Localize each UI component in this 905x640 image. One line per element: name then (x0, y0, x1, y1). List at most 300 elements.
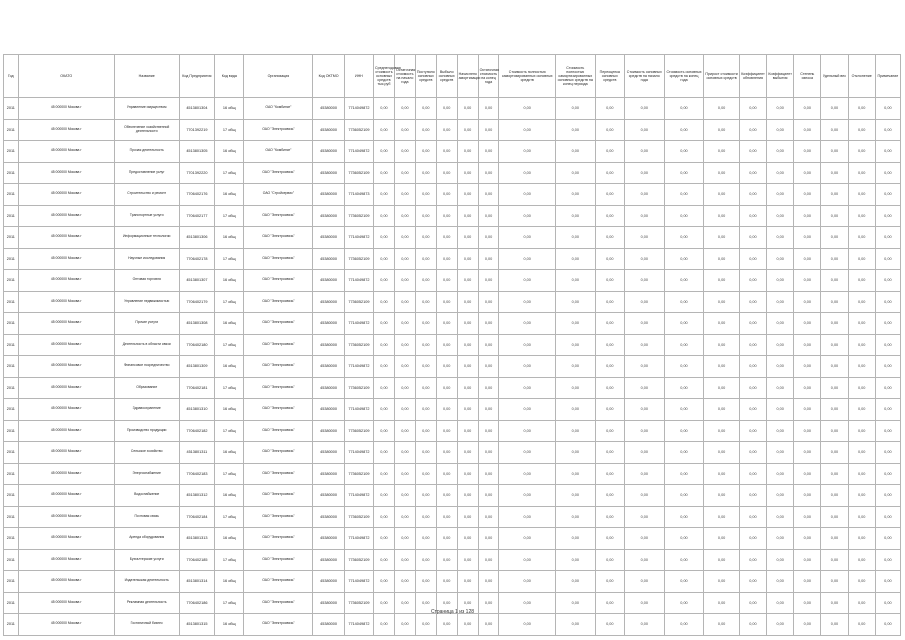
table-row (4, 227, 901, 249)
table-row (4, 119, 901, 141)
cell-value: 0,00 (848, 463, 875, 485)
cell-value: 0,00 (875, 420, 900, 442)
cell-value: 0,00 (704, 119, 740, 141)
cell-value: 0,00 (739, 571, 766, 593)
cell-value: 0,00 (415, 162, 436, 184)
column-header: Организация (244, 55, 313, 98)
column-header: Прирост стоимости основных средств (704, 55, 740, 98)
cell-value: 0,00 (499, 549, 555, 571)
cell-code: 7701392220 (179, 162, 215, 184)
cell-value: 0,00 (457, 227, 478, 249)
cell-name: Гостиничный бизнес (114, 614, 179, 636)
cell-oktmo: 45380000 (313, 313, 344, 335)
cell-value: 0,00 (704, 442, 740, 464)
cell-value: 0,00 (394, 592, 415, 614)
cell-value: 0,00 (478, 248, 499, 270)
cell-value: 0,00 (374, 399, 395, 421)
cell-value: 0,00 (624, 313, 664, 335)
table-header-row (4, 55, 901, 98)
cell-value: 0,00 (499, 227, 555, 249)
column-header: Начислено амортизации (457, 55, 478, 98)
cell-value: 0,00 (821, 549, 848, 571)
cell-year: 2011 (4, 442, 19, 464)
cell-value: 0,00 (664, 227, 704, 249)
cell-code: 7706402176 (179, 184, 215, 206)
cell-value: 0,00 (624, 141, 664, 163)
cell-value: 0,00 (394, 571, 415, 593)
cell-value: 0,00 (415, 485, 436, 507)
cell-value: 0,00 (664, 334, 704, 356)
cell-value: 0,00 (794, 463, 821, 485)
cell-value: 0,00 (415, 420, 436, 442)
cell-value: 0,00 (499, 592, 555, 614)
cell-value: 0,00 (704, 506, 740, 528)
cell-value: 0,00 (394, 98, 415, 120)
cell-value: 0,00 (595, 334, 624, 356)
table-row (4, 485, 901, 507)
table-row (4, 614, 901, 636)
cell-org: ОАО "Электросвязь" (244, 614, 313, 636)
cell-kind: 17 общ (215, 334, 244, 356)
cell-oktmo: 45380000 (313, 270, 344, 292)
cell-value: 0,00 (394, 291, 415, 313)
cell-value: 0,00 (457, 205, 478, 227)
cell-year: 2011 (4, 614, 19, 636)
column-header: Примечание (875, 55, 900, 98)
cell-value: 0,00 (555, 549, 595, 571)
cell-value: 0,00 (821, 227, 848, 249)
cell-org: ОАО "Электросвязь" (244, 119, 313, 141)
cell-org: ОАО "Комбинат" (244, 98, 313, 120)
cell-value: 0,00 (875, 184, 900, 206)
cell-value: 0,00 (767, 119, 794, 141)
cell-value: 0,00 (664, 549, 704, 571)
cell-value: 0,00 (499, 248, 555, 270)
cell-value: 0,00 (848, 571, 875, 593)
cell-value: 0,00 (394, 313, 415, 335)
cell-value: 0,00 (415, 506, 436, 528)
cell-value: 0,00 (478, 119, 499, 141)
cell-value: 0,00 (415, 270, 436, 292)
table-row (4, 506, 901, 528)
cell-inn: 7736052109 (344, 291, 373, 313)
cell-value: 0,00 (624, 227, 664, 249)
cell-value: 0,00 (595, 506, 624, 528)
cell-org: ОАО "Электросвязь" (244, 463, 313, 485)
cell-value: 0,00 (595, 248, 624, 270)
cell-value: 0,00 (739, 442, 766, 464)
cell-value: 0,00 (595, 463, 624, 485)
cell-value: 0,00 (478, 420, 499, 442)
cell-value: 0,00 (704, 141, 740, 163)
cell-value: 0,00 (478, 571, 499, 593)
cell-value: 0,00 (415, 571, 436, 593)
cell-org: ОАО "Электросвязь" (244, 506, 313, 528)
cell-value: 0,00 (457, 270, 478, 292)
cell-value: 0,00 (499, 528, 555, 550)
cell-value: 0,00 (624, 162, 664, 184)
cell-value: 0,00 (794, 420, 821, 442)
cell-value: 0,00 (624, 549, 664, 571)
column-header: Стоимость основных средств на конец года (664, 55, 704, 98)
cell-value: 0,00 (478, 162, 499, 184)
cell-value: 0,00 (374, 614, 395, 636)
cell-value: 0,00 (848, 377, 875, 399)
cell-year: 2011 (4, 334, 19, 356)
cell-value: 0,00 (794, 184, 821, 206)
cell-code: 4513801315 (179, 614, 215, 636)
cell-value: 0,00 (499, 377, 555, 399)
cell-inn: 7714049872 (344, 571, 373, 593)
table-row (4, 528, 901, 550)
cell-value: 0,00 (794, 291, 821, 313)
cell-name: Сельское хозяйство (114, 442, 179, 464)
cell-year: 2011 (4, 184, 19, 206)
cell-value: 0,00 (664, 184, 704, 206)
cell-value: 0,00 (499, 463, 555, 485)
cell-kind: 17 общ (215, 549, 244, 571)
cell-org: ОАО "Электросвязь" (244, 549, 313, 571)
cell-value: 0,00 (767, 614, 794, 636)
column-header: Код Предприятия (179, 55, 215, 98)
cell-value: 0,00 (664, 571, 704, 593)
cell-value: 0,00 (704, 528, 740, 550)
cell-value: 0,00 (821, 313, 848, 335)
cell-inn: 7714049872 (344, 614, 373, 636)
cell-year: 2011 (4, 571, 19, 593)
cell-inn: 7736052109 (344, 248, 373, 270)
cell-value: 0,00 (436, 442, 457, 464)
cell-name: Финансовое посредничество (114, 356, 179, 378)
cell-value: 0,00 (704, 227, 740, 249)
cell-value: 0,00 (875, 162, 900, 184)
table-row (4, 98, 901, 120)
cell-value: 0,00 (394, 248, 415, 270)
cell-year: 2011 (4, 141, 19, 163)
cell-value: 0,00 (767, 377, 794, 399)
cell-value: 0,00 (499, 420, 555, 442)
cell-inn: 7714049872 (344, 399, 373, 421)
cell-inn: 7714049872 (344, 485, 373, 507)
cell-value: 0,00 (595, 420, 624, 442)
cell-year: 2011 (4, 592, 19, 614)
cell-kind: 16 общ (215, 356, 244, 378)
cell-oktmo: 45380000 (313, 420, 344, 442)
cell-value: 0,00 (875, 442, 900, 464)
column-header: Остаточная стоимость на начало года (394, 55, 415, 98)
cell-value: 0,00 (595, 528, 624, 550)
cell-value: 0,00 (436, 399, 457, 421)
cell-org: ОАО "Электросвязь" (244, 270, 313, 292)
cell-code: 7706402183 (179, 463, 215, 485)
cell-value: 0,00 (624, 528, 664, 550)
cell-value: 0,00 (478, 141, 499, 163)
cell-value: 0,00 (821, 614, 848, 636)
cell-value: 0,00 (595, 141, 624, 163)
cell-inn: 7736052109 (344, 592, 373, 614)
table-row (4, 334, 901, 356)
cell-value: 0,00 (794, 98, 821, 120)
cell-value: 0,00 (704, 291, 740, 313)
cell-value: 0,00 (664, 248, 704, 270)
cell-value: 0,00 (739, 377, 766, 399)
cell-value: 0,00 (478, 184, 499, 206)
cell-value: 0,00 (499, 270, 555, 292)
cell-okato: 45 000000 Москва г (18, 399, 114, 421)
cell-value: 0,00 (848, 270, 875, 292)
cell-value: 0,00 (478, 549, 499, 571)
cell-org: ОАО "Электросвязь" (244, 313, 313, 335)
cell-value: 0,00 (704, 614, 740, 636)
cell-value: 0,00 (394, 227, 415, 249)
cell-value: 0,00 (436, 420, 457, 442)
cell-value: 0,00 (821, 506, 848, 528)
table-row (4, 399, 901, 421)
cell-kind: 17 общ (215, 506, 244, 528)
cell-value: 0,00 (415, 205, 436, 227)
cell-kind: 17 общ (215, 205, 244, 227)
cell-value: 0,00 (499, 571, 555, 593)
cell-kind: 16 общ (215, 141, 244, 163)
cell-value: 0,00 (478, 227, 499, 249)
cell-value: 0,00 (739, 119, 766, 141)
cell-value: 0,00 (555, 141, 595, 163)
cell-okato: 45 000000 Москва г (18, 420, 114, 442)
cell-name: Почтовая связь (114, 506, 179, 528)
cell-value: 0,00 (821, 420, 848, 442)
cell-kind: 17 общ (215, 592, 244, 614)
cell-inn: 7714049872 (344, 442, 373, 464)
cell-inn: 7714049872 (344, 98, 373, 120)
cell-value: 0,00 (794, 377, 821, 399)
cell-value: 0,00 (595, 291, 624, 313)
cell-value: 0,00 (374, 356, 395, 378)
cell-value: 0,00 (436, 528, 457, 550)
cell-value: 0,00 (821, 141, 848, 163)
cell-value: 0,00 (415, 98, 436, 120)
cell-value: 0,00 (821, 119, 848, 141)
table-row (4, 205, 901, 227)
cell-year: 2011 (4, 420, 19, 442)
column-header: Коэффициент обновления (739, 55, 766, 98)
cell-value: 0,00 (739, 528, 766, 550)
cell-value: 0,00 (875, 485, 900, 507)
cell-value: 0,00 (794, 248, 821, 270)
cell-value: 0,00 (555, 205, 595, 227)
cell-code: 4513801312 (179, 485, 215, 507)
cell-oktmo: 45380000 (313, 162, 344, 184)
cell-value: 0,00 (664, 141, 704, 163)
cell-name: Производство продукции (114, 420, 179, 442)
cell-code: 7706402186 (179, 592, 215, 614)
cell-value: 0,00 (664, 485, 704, 507)
column-header: Выбыло основных средств (436, 55, 457, 98)
cell-value: 0,00 (415, 141, 436, 163)
cell-value: 0,00 (436, 141, 457, 163)
cell-year: 2011 (4, 248, 19, 270)
cell-value: 0,00 (704, 377, 740, 399)
cell-value: 0,00 (457, 571, 478, 593)
cell-value: 0,00 (664, 614, 704, 636)
cell-value: 0,00 (767, 463, 794, 485)
cell-value: 0,00 (555, 571, 595, 593)
cell-oktmo: 45380000 (313, 141, 344, 163)
cell-name: Обеспечение хозяйственной деятельности (114, 119, 179, 141)
cell-kind: 17 общ (215, 162, 244, 184)
cell-value: 0,00 (875, 119, 900, 141)
cell-name: Информационные технологии (114, 227, 179, 249)
cell-okato: 45 000000 Москва г (18, 98, 114, 120)
cell-name: Предоставление услуг (114, 162, 179, 184)
cell-value: 0,00 (457, 119, 478, 141)
cell-value: 0,00 (704, 248, 740, 270)
table-row (4, 420, 901, 442)
cell-value: 0,00 (457, 377, 478, 399)
cell-value: 0,00 (704, 485, 740, 507)
cell-value: 0,00 (767, 506, 794, 528)
cell-value: 0,00 (415, 549, 436, 571)
cell-value: 0,00 (704, 463, 740, 485)
cell-value: 0,00 (436, 377, 457, 399)
cell-value: 0,00 (499, 614, 555, 636)
cell-inn: 7714049872 (344, 141, 373, 163)
cell-year: 2011 (4, 463, 19, 485)
cell-value: 0,00 (848, 356, 875, 378)
cell-oktmo: 45380000 (313, 528, 344, 550)
cell-year: 2011 (4, 528, 19, 550)
cell-name: Энергоснабжение (114, 463, 179, 485)
cell-value: 0,00 (664, 205, 704, 227)
cell-value: 0,00 (704, 98, 740, 120)
cell-name: Прочая деятельность (114, 141, 179, 163)
cell-value: 0,00 (875, 506, 900, 528)
cell-value: 0,00 (415, 377, 436, 399)
cell-value: 0,00 (704, 205, 740, 227)
column-header: Стоимость основных средств на начало года (624, 55, 664, 98)
cell-name: Издательская деятельность (114, 571, 179, 593)
cell-value: 0,00 (457, 614, 478, 636)
data-table (3, 54, 901, 636)
cell-value: 0,00 (664, 442, 704, 464)
cell-oktmo: 45380000 (313, 399, 344, 421)
cell-value: 0,00 (499, 356, 555, 378)
cell-value: 0,00 (394, 549, 415, 571)
cell-value: 0,00 (374, 377, 395, 399)
cell-value: 0,00 (555, 184, 595, 206)
cell-value: 0,00 (415, 528, 436, 550)
cell-okato: 45 000000 Москва г (18, 592, 114, 614)
cell-value: 0,00 (499, 184, 555, 206)
table-row (4, 313, 901, 335)
cell-value: 0,00 (555, 506, 595, 528)
cell-value: 0,00 (415, 334, 436, 356)
cell-value: 0,00 (875, 98, 900, 120)
cell-kind: 16 общ (215, 442, 244, 464)
cell-name: Прочие услуги (114, 313, 179, 335)
cell-value: 0,00 (664, 528, 704, 550)
cell-value: 0,00 (436, 485, 457, 507)
cell-value: 0,00 (478, 485, 499, 507)
cell-value: 0,00 (595, 377, 624, 399)
cell-value: 0,00 (664, 506, 704, 528)
cell-kind: 16 общ (215, 98, 244, 120)
cell-value: 0,00 (436, 549, 457, 571)
cell-value: 0,00 (595, 356, 624, 378)
cell-value: 0,00 (457, 248, 478, 270)
cell-value: 0,00 (457, 98, 478, 120)
cell-org: ОАО "Стройсервис" (244, 184, 313, 206)
cell-name: Транспортные услуги (114, 205, 179, 227)
cell-value: 0,00 (436, 248, 457, 270)
cell-value: 0,00 (478, 270, 499, 292)
cell-value: 0,00 (704, 592, 740, 614)
column-header: ОКАТО (18, 55, 114, 98)
cell-value: 0,00 (767, 313, 794, 335)
cell-value: 0,00 (739, 184, 766, 206)
cell-value: 0,00 (374, 506, 395, 528)
cell-value: 0,00 (875, 270, 900, 292)
cell-value: 0,00 (739, 356, 766, 378)
cell-org: ОАО "Электросвязь" (244, 528, 313, 550)
cell-value: 0,00 (478, 463, 499, 485)
cell-value: 0,00 (415, 442, 436, 464)
cell-org: ОАО "Электросвязь" (244, 227, 313, 249)
column-header: Переоценка основных средств (595, 55, 624, 98)
cell-value: 0,00 (848, 614, 875, 636)
cell-value: 0,00 (595, 571, 624, 593)
cell-value: 0,00 (457, 356, 478, 378)
cell-value: 0,00 (394, 141, 415, 163)
cell-value: 0,00 (794, 270, 821, 292)
column-header: Код вида (215, 55, 244, 98)
cell-value: 0,00 (664, 313, 704, 335)
cell-value: 0,00 (767, 485, 794, 507)
cell-value: 0,00 (739, 463, 766, 485)
table-row (4, 571, 901, 593)
cell-value: 0,00 (457, 485, 478, 507)
cell-value: 0,00 (821, 485, 848, 507)
cell-value: 0,00 (415, 184, 436, 206)
cell-value: 0,00 (436, 184, 457, 206)
cell-value: 0,00 (704, 184, 740, 206)
cell-value: 0,00 (821, 291, 848, 313)
cell-value: 0,00 (794, 442, 821, 464)
cell-value: 0,00 (555, 442, 595, 464)
column-header: Название (114, 55, 179, 98)
cell-value: 0,00 (739, 162, 766, 184)
cell-value: 0,00 (374, 119, 395, 141)
cell-value: 0,00 (664, 356, 704, 378)
cell-code: 7706402180 (179, 334, 215, 356)
cell-kind: 16 общ (215, 571, 244, 593)
cell-code: 4513801313 (179, 528, 215, 550)
cell-value: 0,00 (821, 571, 848, 593)
cell-code: 7706402177 (179, 205, 215, 227)
cell-value: 0,00 (767, 571, 794, 593)
cell-okato: 45 000000 Москва г (18, 334, 114, 356)
cell-value: 0,00 (821, 592, 848, 614)
cell-value: 0,00 (848, 420, 875, 442)
cell-okato: 45 000000 Москва г (18, 141, 114, 163)
cell-value: 0,00 (499, 98, 555, 120)
cell-value: 0,00 (624, 205, 664, 227)
cell-value: 0,00 (624, 334, 664, 356)
cell-kind: 17 общ (215, 248, 244, 270)
cell-kind: 17 общ (215, 420, 244, 442)
cell-code: 7701392219 (179, 119, 215, 141)
cell-kind: 16 общ (215, 227, 244, 249)
cell-okato: 45 000000 Москва г (18, 356, 114, 378)
